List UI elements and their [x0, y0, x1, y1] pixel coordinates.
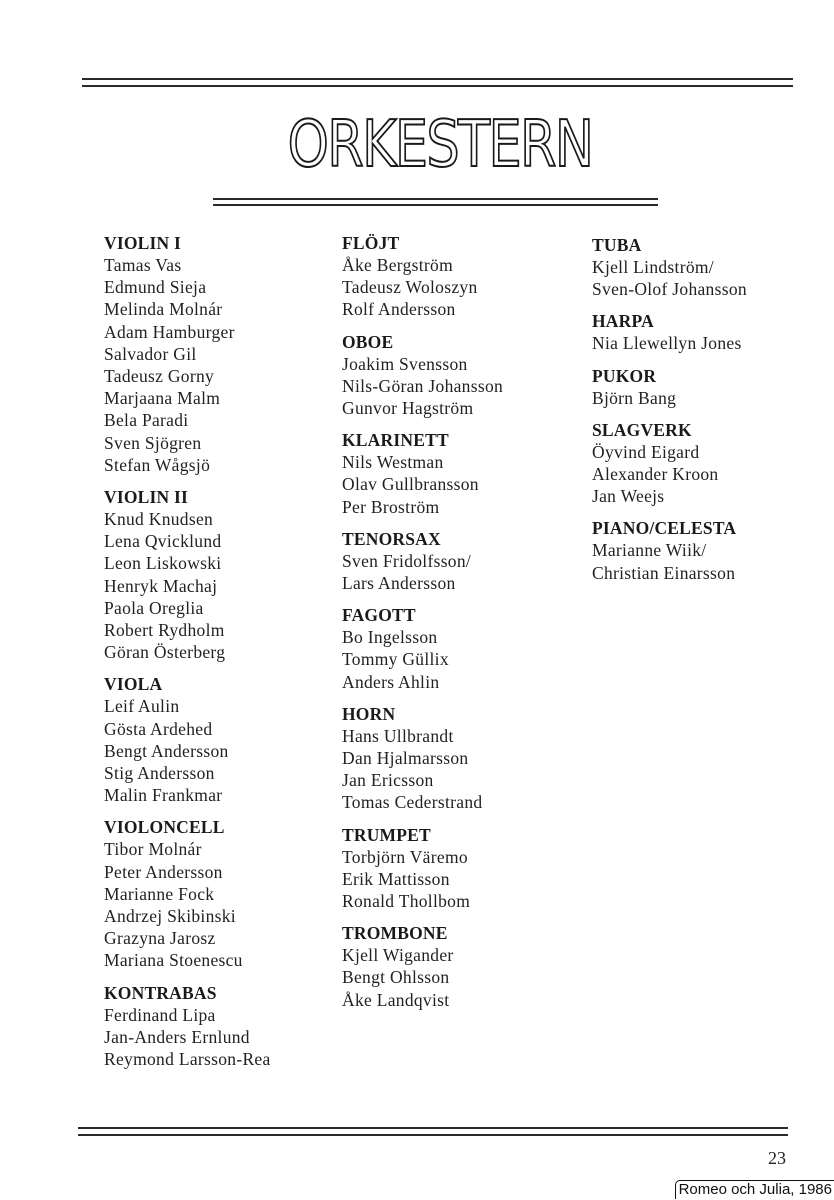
column-2 — [342, 232, 503, 1021]
section-tuba — [592, 234, 747, 300]
column-3 — [592, 234, 747, 594]
section-heading: TENORSAX — [342, 528, 441, 549]
musician-name: Peter Andersson — [104, 861, 223, 882]
musician-name: Sven Sjögren — [104, 432, 202, 453]
section-heading: HARPA — [592, 311, 654, 332]
musician-name: Åke Landqvist — [342, 989, 450, 1010]
musician-name: Rolf Andersson — [342, 299, 456, 320]
section-violoncell — [104, 816, 271, 971]
section-heading: TUBA — [592, 235, 642, 255]
musician-name: Nia Llewellyn Jones — [592, 333, 742, 354]
musician-name: Tamas Vas — [104, 255, 182, 275]
musician-name: Tadeusz Gorny — [104, 366, 215, 387]
musician-name: Edmund Sieja — [104, 277, 207, 298]
musician-name: Björn Bang — [592, 387, 677, 408]
page-number: 23 — [768, 1148, 786, 1168]
musician-name: Leon Liskowski — [104, 553, 222, 574]
musician-name: Dan Hjalmarsson — [342, 748, 469, 769]
musician-name: Nils-Göran Johansson — [342, 375, 504, 396]
musician-name: Tommy Güllix — [342, 649, 449, 670]
section-fl-jt — [342, 232, 503, 321]
musician-name: Jan Weejs — [592, 486, 665, 507]
section-fagott — [342, 604, 503, 693]
musician-name: Andrzej Skibinski — [104, 906, 236, 927]
musician-name: Kjell Lindström/ — [592, 257, 714, 277]
musician-name: Marianne Wiik/ — [592, 540, 707, 561]
musician-name: Bela Paradi — [104, 410, 189, 431]
musician-name: Grazyna Jarosz — [104, 928, 216, 949]
section-heading: VIOLA — [104, 674, 163, 695]
musician-name: Tibor Molnár — [104, 839, 202, 860]
title-rule-lower — [213, 204, 658, 206]
musician-name: Paola Oreglia — [104, 597, 204, 618]
musician-name: Mariana Stoenescu — [104, 950, 243, 971]
musician-name: Ronald Thollbom — [342, 891, 471, 912]
musician-name: Bengt Andersson — [104, 740, 229, 761]
bottom-rule-lower — [78, 1134, 788, 1136]
musician-name: Anders Ahlin — [342, 671, 440, 692]
top-rule-lower — [82, 85, 793, 87]
musician-name: Salvador Gil — [104, 343, 197, 364]
musician-name: Leif Aulin — [104, 696, 180, 717]
section-tenorsax — [342, 528, 503, 594]
musician-name: Lars Andersson — [342, 573, 456, 594]
musician-name: Öyvind Eigard — [592, 441, 700, 462]
section-klarinett — [342, 429, 503, 518]
section-trombone — [342, 922, 503, 1011]
section-oboe — [342, 331, 503, 420]
section-heading: TROMBONE — [342, 923, 448, 944]
musician-name: Christian Einarsson — [592, 562, 736, 583]
musician-name: Kjell Wigander — [342, 945, 454, 966]
section-heading: VIOLONCELL — [104, 817, 225, 838]
section-heading: VIOLIN I — [104, 233, 181, 253]
musician-name: Sven-Olof Johansson — [592, 279, 747, 300]
section-viola — [104, 673, 271, 806]
musician-name: Per Broström — [342, 496, 440, 517]
musician-name: Olav Gullbransson — [342, 474, 479, 495]
section-violin-i — [104, 232, 271, 476]
musician-name: Åke Bergström — [342, 255, 453, 275]
section-trumpet — [342, 824, 503, 913]
section-heading: VIOLIN II — [104, 487, 188, 508]
musician-name: Jan Ericsson — [342, 770, 434, 791]
musician-name: Malin Frankmar — [104, 785, 223, 806]
musician-name: Bengt Ohlsson — [342, 967, 450, 988]
musician-name: Hans Ullbrandt — [342, 725, 454, 746]
musician-name: Alexander Kroon — [592, 464, 719, 485]
musician-name: Stefan Wågsjö — [104, 454, 211, 475]
musician-name: Lena Qvicklund — [104, 531, 222, 552]
top-rule-upper — [82, 78, 793, 80]
section-heading: SLAGVERK — [592, 419, 692, 440]
bottom-rule-upper — [78, 1127, 788, 1129]
section-slagverk — [592, 419, 747, 508]
musician-name: Jan-Anders Ernlund — [104, 1026, 250, 1047]
section-harpa — [592, 310, 747, 354]
musician-name: Göran Österberg — [104, 642, 226, 663]
musician-name: Nils Westman — [342, 452, 444, 473]
musician-name: Torbjörn Väremo — [342, 846, 468, 867]
musician-name: Melinda Molnár — [104, 299, 223, 320]
title-rule-upper — [213, 198, 658, 200]
musician-name: Sven Fridolfsson/ — [342, 550, 472, 571]
section-heading: HORN — [342, 703, 396, 724]
section-heading: OBOE — [342, 331, 394, 352]
section-heading: PIANO/CELESTA — [592, 518, 737, 539]
musician-name: Erik Mattisson — [342, 868, 450, 889]
musician-name: Marjaana Malm — [104, 388, 221, 409]
section-heading: PUKOR — [592, 365, 657, 386]
musician-name: Tadeusz Woloszyn — [342, 277, 478, 298]
section-violin-ii — [104, 486, 271, 663]
musician-name: Bo Ingelsson — [342, 627, 438, 648]
musician-name: Tomas Cederstrand — [342, 792, 483, 813]
musician-name: Robert Rydholm — [104, 620, 225, 641]
section-pukor — [592, 365, 747, 409]
section-piano-celesta — [592, 517, 747, 583]
musician-name: Stig Andersson — [104, 763, 215, 784]
section-heading: KLARINETT — [342, 430, 449, 451]
column-1 — [104, 232, 271, 1080]
musician-name: Adam Hamburger — [104, 321, 235, 342]
source-caption: Romeo och Julia, 1986 — [675, 1180, 834, 1199]
section-heading: FAGOTT — [342, 605, 416, 626]
musician-name: Marianne Fock — [104, 883, 215, 904]
musician-name: Joakim Svensson — [342, 353, 468, 374]
musician-name: Gunvor Hagström — [342, 398, 474, 419]
section-heading: FLÖJT — [342, 233, 400, 253]
section-horn — [342, 703, 503, 814]
musician-name: Ferdinand Lipa — [104, 1004, 216, 1025]
section-heading: KONTRABAS — [104, 982, 217, 1003]
musician-name: Gösta Ardehed — [104, 718, 213, 739]
page-title: ORKESTERN — [287, 108, 593, 182]
musician-name: Reymond Larsson-Rea — [104, 1049, 271, 1070]
section-heading: TRUMPET — [342, 824, 431, 845]
musician-name: Knud Knudsen — [104, 509, 214, 530]
musician-name: Henryk Machaj — [104, 575, 218, 596]
section-kontrabas — [104, 982, 271, 1071]
